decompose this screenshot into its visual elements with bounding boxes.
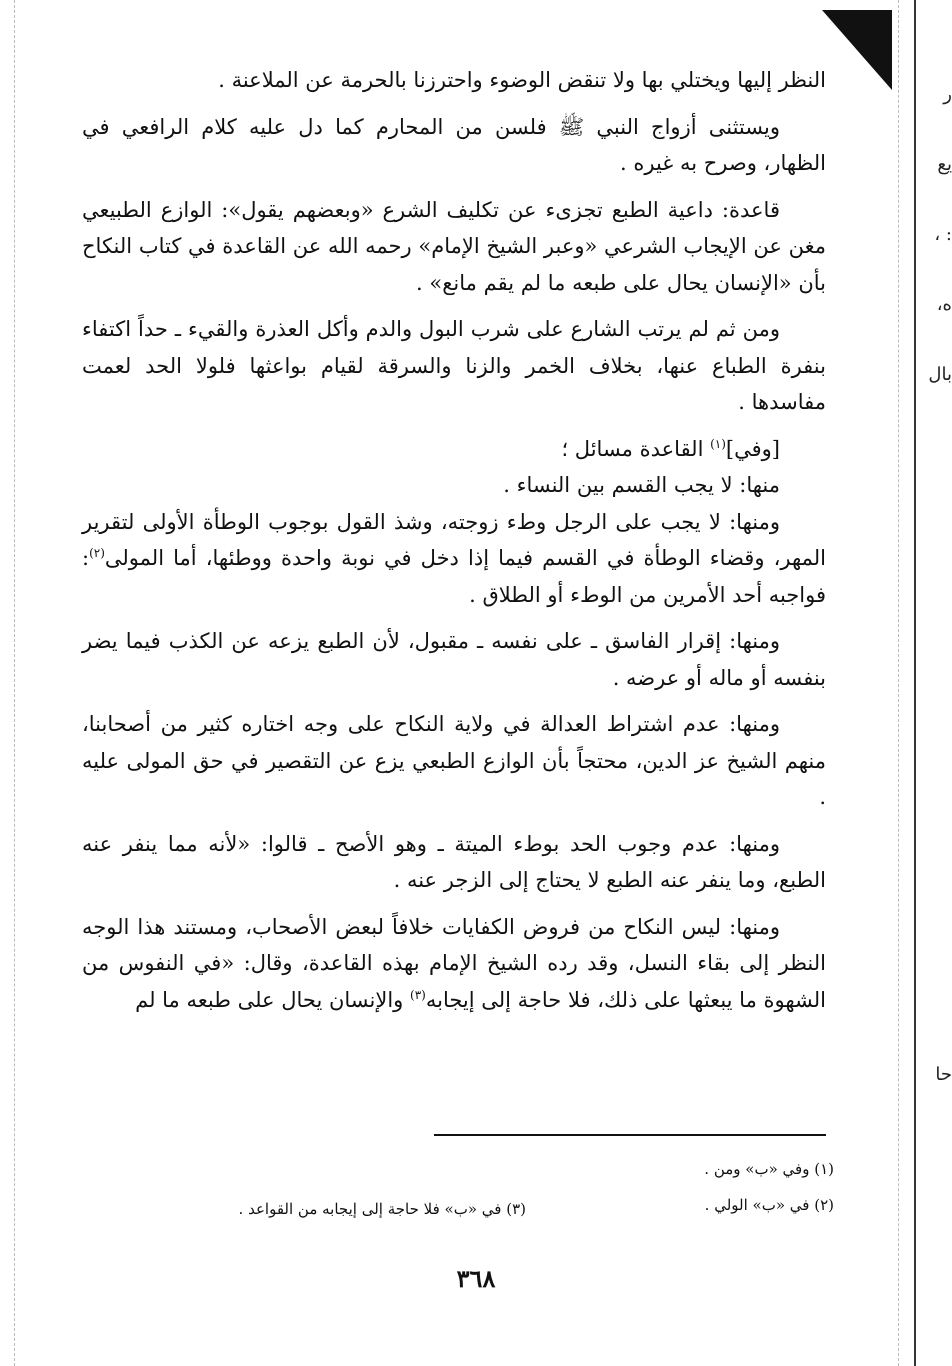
facing-fragment-line: : ، (934, 224, 952, 245)
paragraph (82, 431, 826, 468)
footnote-3: (٣) في «ب» فلا حاجة إلى إيجابه من القواعد . (238, 1200, 526, 1218)
corner-triangle-mark (822, 10, 892, 90)
facing-fragment-line: حا (935, 1064, 952, 1085)
paragraph: ومن ثم لم يرتب الشارع على شرب البول والدم وأكل العذرة والقيء ـ حداً اكتفاء بنفرة الطباع عنها، بخلاف الخمر والزنا والسرقة لقيام بواعثها فلولا الحد لعمت مفاسدها . (82, 317, 826, 414)
facing-fragment-line: يع (937, 154, 952, 175)
paragraph: ومنها: عدم اشتراط العدالة في ولاية النكاح على وجه اختاره كثير من أصحابنا، منهم الشيخ عز الدين، محتجاً بأن الوازع الطبعي يزع عن التقصير في حق المولى عليه . (82, 712, 826, 809)
paragraph: النظر إليها ويختلي بها ولا تنقض الوضوء واحترزنا بالحرمة عن الملاعنة . (218, 68, 826, 92)
footnote-1: (١) وفي «ب» ومن . (704, 1160, 834, 1178)
paragraph: ومنها: إقرار الفاسق ـ على نفسه ـ مقبول، لأن الطبع يزعه عن الكذب فيما يضر بنفسه أو ماله أو عرضه . (82, 629, 826, 690)
left-scan-edge (14, 0, 15, 1366)
facing-fragment-line: بال (928, 364, 952, 385)
facing-page-fragment (918, 60, 952, 1360)
main-text-body (82, 62, 826, 1028)
page-number: ٣٦٨ (456, 1264, 496, 1293)
paragraph (82, 909, 826, 1019)
right-scan-edge (898, 0, 899, 1366)
text-span: [وفي] (725, 436, 780, 461)
footnote-divider (434, 1134, 826, 1136)
paragraph: ومنها: عدم وجوب الحد بوطء الميتة ـ وهو الأصح ـ قالوا: «لأنه مما ينفر عنه الطبع، وما ينفر عنه الطبع لا يحتاج إلى الزجر عنه . (82, 831, 826, 892)
text-span: : فواجبه أحد الأمرين من الوطء أو الطلاق . (82, 546, 826, 607)
facing-fragment-line: ه، (936, 294, 952, 315)
footnote-2: (٢) في «ب» الولي . (704, 1196, 834, 1214)
facing-fragment-line: ر (943, 84, 952, 105)
paragraph: ويستثنى أزواج النبي ﷺ فلسن من المحارم كما دل عليه كلام الرافعي في الظهار، وصرح به غيره . (82, 114, 826, 175)
text-span: والإنسان يحال على طبعه ما لم (135, 987, 411, 1012)
paragraph: منها: لا يجب القسم بين النساء . (503, 473, 780, 497)
footnote-ref: (١) (710, 436, 726, 451)
text-span: ومنها: ليس النكاح من فروض الكفايات خلافاً لبعض الأصحاب، ومستند هذا الوجه النظر إلى بقاء النسل، وقد رده الشيخ الإمام بهذه القاعدة، وقال: «في النفوس من الشهوة ما يبعثها على ذلك، فلا حاجة إلى إيجابه (82, 914, 826, 1012)
footnote-ref: (٢) (89, 546, 105, 560)
text-span: ومنها: لا يجب على الرجل وطء زوجته، وشذ القول بوجوب الوطأة الأولى لتقرير المهر، وقضاء الوطأة في القسم فيما إذا دخل في نوبة واحدة ووطئها، أما المولى (82, 509, 826, 570)
rule-paragraph: قاعدة: داعية الطبع تجزىء عن تكليف الشرع «وبعضهم يقول»: الوازع الطبيعي مغن عن الإيجاب الشرعي «وعبر الشيخ الإمام» رحمه الله عن القاعدة في كتاب النكاح بأن «الإنسان يحال على طبعه ما لم يقم مانع» . (82, 197, 826, 295)
facing-page-border (914, 0, 916, 1366)
paragraph (82, 504, 826, 614)
footnote-ref: (٣) (410, 987, 426, 1002)
text-span: القاعدة مسائل ؛ (561, 436, 711, 461)
